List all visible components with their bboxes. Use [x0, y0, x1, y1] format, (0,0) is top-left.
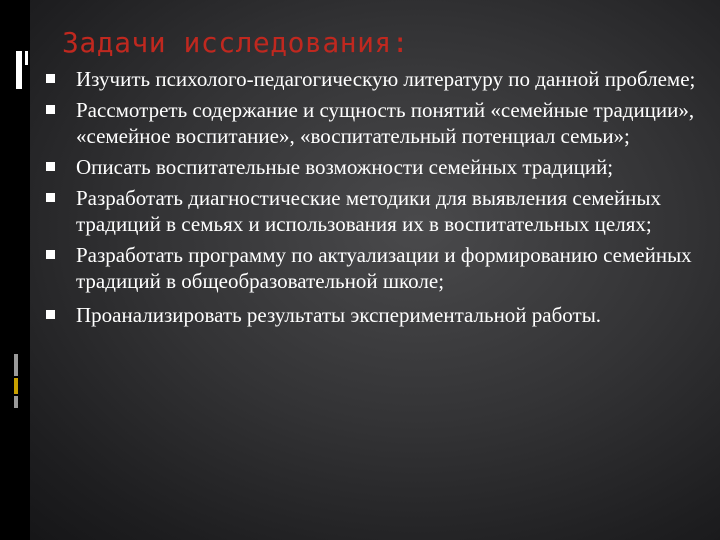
list-item	[46, 97, 696, 149]
decorative-bar-yellow	[14, 378, 18, 394]
decorative-bar-grey-lower	[14, 396, 18, 408]
decorative-bar-short	[25, 51, 28, 65]
decorative-bar-grey	[14, 354, 18, 376]
square-bullet-icon	[46, 310, 55, 319]
list-item-text: Изучить психолого-педагогическую литературу по данной проблеме;	[76, 67, 696, 91]
slide-title: Задачи исследования:	[62, 26, 410, 59]
list-item	[46, 154, 696, 180]
square-bullet-icon	[46, 250, 55, 259]
list-item-text: Проанализировать результаты экспериментальной работы.	[76, 303, 602, 327]
list-item-text: Описать воспитательные возможности семейных традиций;	[76, 155, 614, 179]
square-bullet-icon	[46, 74, 55, 83]
square-bullet-icon	[46, 105, 55, 114]
bullet-list	[46, 66, 696, 333]
list-item-text: Разработать программу по актуализации и формированию семейных традиций в общеобразовательной школе;	[76, 243, 692, 293]
square-bullet-icon	[46, 193, 55, 202]
list-item	[46, 302, 696, 328]
list-item-text: Разработать диагностические методики для выявления семейных традиций в семьях и использования их в воспитательных целях;	[76, 186, 662, 236]
decorative-bar-tall	[16, 51, 22, 89]
list-item	[46, 185, 696, 237]
list-item	[46, 66, 696, 92]
left-decorative-band	[0, 0, 30, 540]
list-item-text: Рассмотреть содержание и сущность понятий «семейные традиции», «семейное воспитание», «воспитательный потенциал семьи»;	[76, 98, 695, 148]
list-item	[46, 242, 696, 294]
square-bullet-icon	[46, 162, 55, 171]
